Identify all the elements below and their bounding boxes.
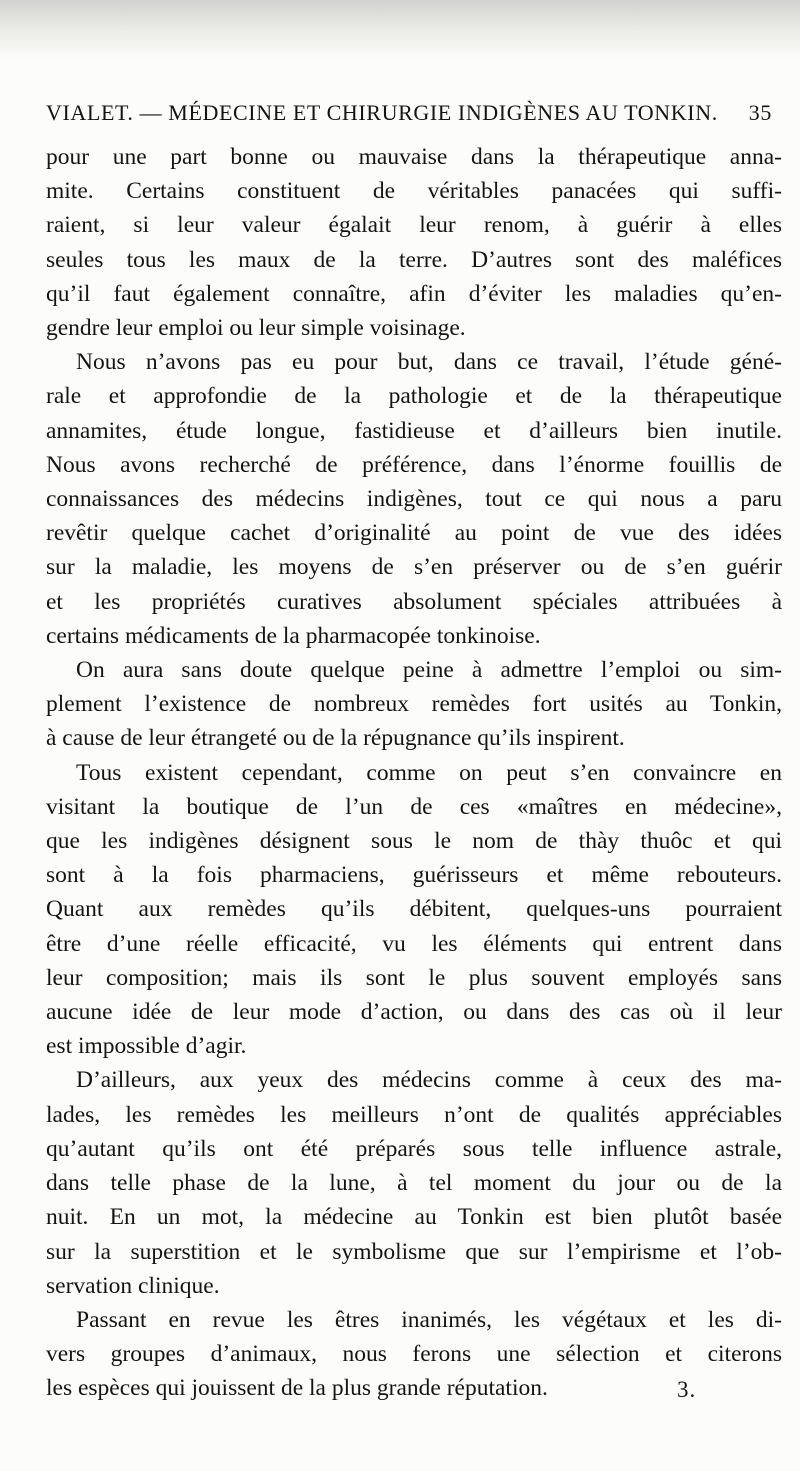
text-line: rale et approfondie de la pathologie et de la thérapeutique xyxy=(46,383,782,410)
text-line: être d’une réelle efficacité, vu les éléments qui entrent dans xyxy=(46,930,782,957)
text-line: leur composition; mais ils sont le plus souvent employés sans xyxy=(46,964,782,991)
text-line: lades, les remèdes les meilleurs n’ont de qualités appréciables xyxy=(46,1101,782,1128)
text-line: Passant en revue les êtres inanimés, les végétaux et les di- xyxy=(76,1306,782,1333)
paragraph xyxy=(46,653,782,756)
text-line: seules tous les maux de la terre. D’autres sont des maléfices xyxy=(46,246,782,273)
text-line: gendre leur emploi ou leur simple voisinage. xyxy=(46,315,466,342)
text-line: les espèces qui jouissent de la plus grande réputation. xyxy=(46,1375,548,1402)
text-line: visitant la boutique de l’un de ces «maîtres en médecine», xyxy=(46,793,782,820)
text-line: certains médicaments de la pharmacopée tonkinoise. xyxy=(46,622,541,649)
text-line: D’ailleurs, aux yeux des médecins comme à ceux des ma- xyxy=(76,1067,782,1094)
text-line: sur la maladie, les moyens de s’en préserver ou de s’en guérir xyxy=(46,554,782,581)
paragraph xyxy=(46,345,782,653)
text-line: plement l’existence de nombreux remèdes fort usités au Tonkin, xyxy=(46,691,782,718)
text-line: revêtir quelque cachet d’originalité au point de vue des idées xyxy=(46,520,782,547)
text-line: raient, si leur valeur égalait leur renom, à guérir à elles xyxy=(46,212,782,239)
text-line: On aura sans doute quelque peine à admettre l’emploi ou sim- xyxy=(76,657,782,684)
page-number: 35 xyxy=(748,100,772,125)
paragraph xyxy=(46,1303,782,1406)
text-line: à cause de leur étrangeté ou de la répugnance qu’ils inspirent. xyxy=(46,725,625,752)
paragraph xyxy=(46,756,782,1064)
text-line: qu’il faut également connaître, afin d’éviter les maladies qu’en- xyxy=(46,280,782,307)
text-line: et les propriétés curatives absolument spéciales attribuées à xyxy=(46,588,782,615)
text-line: nuit. En un mot, la médecine au Tonkin est bien plutôt basée xyxy=(46,1204,782,1231)
text-line: aucune idée de leur mode d’action, ou dans des cas où il leur xyxy=(46,999,782,1026)
paragraph xyxy=(46,140,782,345)
text-line: sont à la fois pharmaciens, guérisseurs et même rebouteurs. xyxy=(46,862,782,889)
text-line: sur la superstition et le symbolisme que sur l’empirisme et l’ob- xyxy=(46,1238,782,1265)
body-text xyxy=(46,140,782,1406)
text-line: annamites, étude longue, fastidieuse et d’ailleurs bien inutile. xyxy=(46,417,782,444)
text-line: connaissances des médecins indigènes, tout ce qui nous a paru xyxy=(46,486,782,513)
running-title: VIALET. — MÉDECINE ET CHIRURGIE INDIGÈNES AU TONKIN. xyxy=(46,100,718,125)
scan-edge-shading xyxy=(0,0,800,60)
text-line: que les indigènes désignent sous le nom de thày thuôc et qui xyxy=(46,828,782,855)
paragraph xyxy=(46,1063,782,1302)
text-line: Nous avons recherché de préférence, dans l’énorme fouillis de xyxy=(46,451,782,478)
text-line: servation clinique. xyxy=(46,1272,220,1299)
signature-mark: 3. xyxy=(677,1377,697,1402)
text-line: Nous n’avons pas eu pour but, dans ce travail, l’étude géné- xyxy=(76,349,782,376)
page-header xyxy=(46,100,772,130)
text-line: est impossible d’agir. xyxy=(46,1033,247,1060)
text-line: mite. Certains constituent de véritables panacées qui suffi- xyxy=(46,178,782,205)
text-line: qu’autant qu’ils ont été préparés sous telle influence astrale, xyxy=(46,1135,782,1162)
text-line: vers groupes d’animaux, nous ferons une sélection et citerons xyxy=(46,1341,782,1368)
text-line: Tous existent cependant, comme on peut s’en convaincre en xyxy=(76,759,782,786)
text-line: pour une part bonne ou mauvaise dans la thérapeutique anna- xyxy=(46,144,782,170)
text-line: dans telle phase de la lune, à tel moment du jour ou de la xyxy=(46,1170,782,1197)
text-line: Quant aux remèdes qu’ils débitent, quelques-uns pourraient xyxy=(46,896,782,923)
